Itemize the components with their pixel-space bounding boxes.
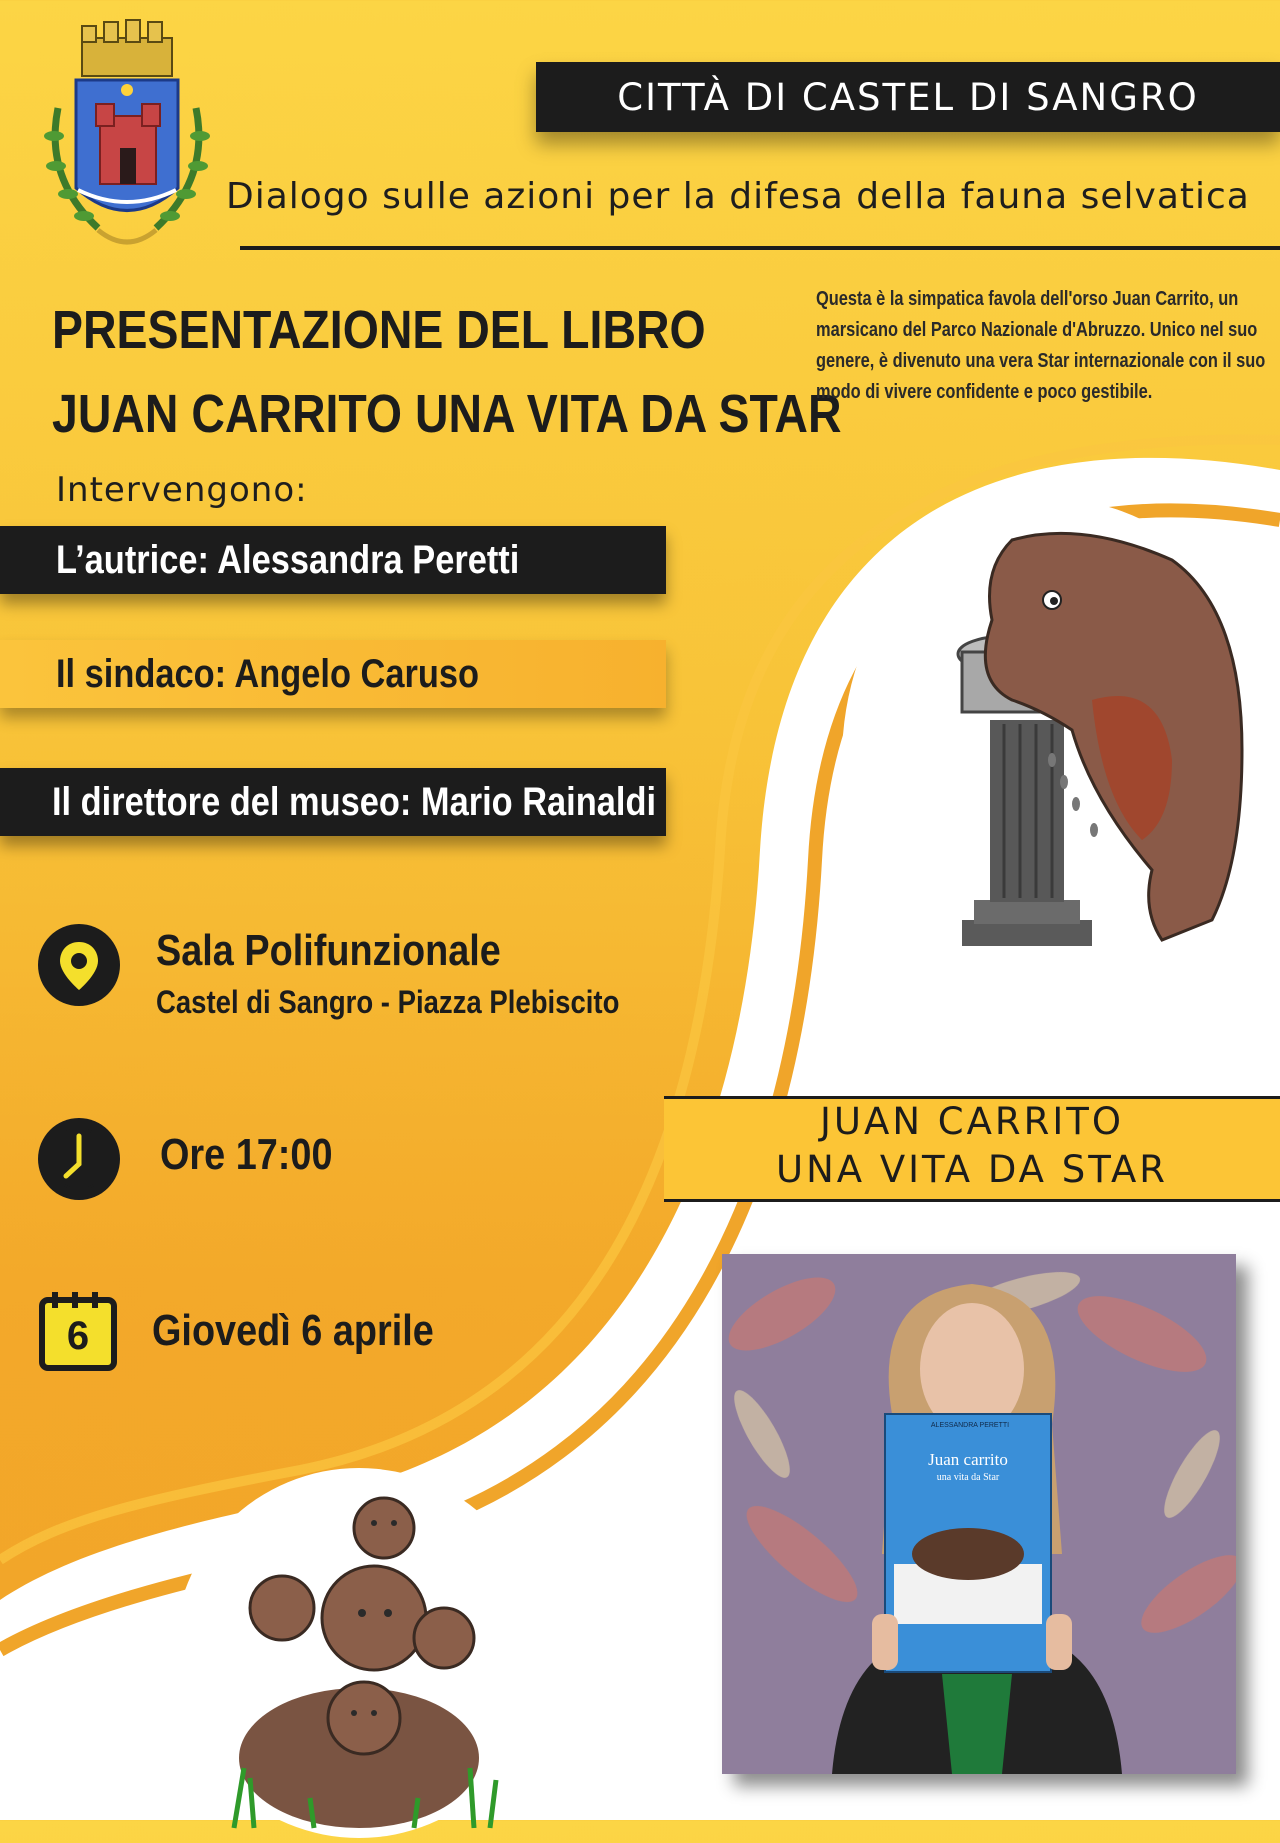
title-line-1: PRESENTAZIONE DEL LIBRO xyxy=(52,300,706,360)
location-address: Castel di Sangro - Piazza Plebiscito xyxy=(156,984,620,1020)
speaker-bar-author xyxy=(0,526,666,594)
cover-title: Juan carrito xyxy=(928,1450,1008,1469)
calendar-day-number: 6 xyxy=(66,1314,90,1358)
author-photo xyxy=(722,1254,1236,1774)
book-title xyxy=(664,1098,1280,1194)
cover-subtitle: una vita da Star xyxy=(936,1472,1000,1483)
divider-line xyxy=(240,246,1280,250)
location-name: Sala Polifunzionale xyxy=(156,926,501,975)
book-title-line-2: UNA VITA DA STAR xyxy=(775,1148,1168,1191)
speaker-mayor-text: Il sindaco: Angelo Caruso xyxy=(56,651,480,696)
speaker-bar-director xyxy=(0,768,666,836)
event-time: Ore 17:00 xyxy=(160,1130,333,1179)
page-title xyxy=(52,288,842,456)
cover-author: ALESSANDRA PERETTI xyxy=(930,1422,1010,1429)
event-subtitle: Dialogo sulle azioni per la difesa della fauna selvatica xyxy=(226,176,1250,217)
bear-fountain-illustration xyxy=(842,500,1276,1020)
city-banner: CITTÀ DI CASTEL DI SANGRO xyxy=(536,62,1280,132)
clock-icon xyxy=(38,1118,120,1200)
book-description: Questa è la simpatica favola dell'orso Juan Carrito, un marsicano del Parco Nazionale d'Abruzzo. Unico nel suo genere, è divenuto una vera Star internazionale con il suo modo di vivere confidente e poco gestibile. xyxy=(816,288,1266,403)
title-line-2: JUAN CARRITO UNA VITA DA STAR xyxy=(52,384,842,444)
hands xyxy=(872,1614,1072,1674)
bear-family-illustration xyxy=(174,1468,544,1838)
speaker-bar-mayor xyxy=(0,640,666,708)
location-pin-icon xyxy=(38,924,120,1006)
event-date: Giovedì 6 aprile xyxy=(152,1306,434,1355)
speaker-director-text: Il direttore del museo: Mario Rainaldi xyxy=(52,779,657,824)
book-title-line-1: JUAN CARRITO xyxy=(820,1100,1124,1143)
coat-of-arms-logo xyxy=(38,18,216,263)
speakers-heading: Intervengono: xyxy=(56,470,308,510)
speaker-author-text: L’autrice: Alessandra Peretti xyxy=(56,537,520,582)
